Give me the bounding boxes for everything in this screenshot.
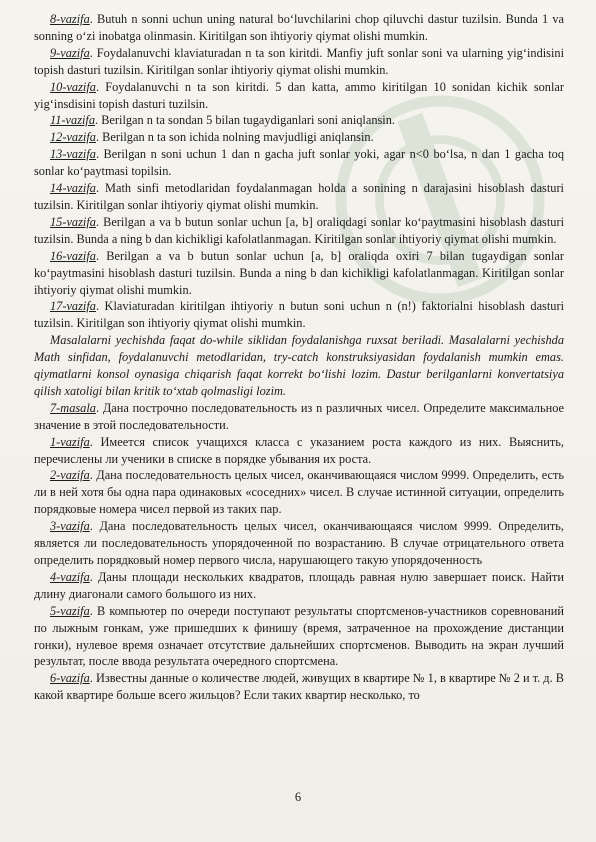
task-label: 2-vazifa (50, 468, 90, 483)
task-text: . Berilgan a va b butun sonlar uchun [a, b] oraliqdagi sonlar ko‘paytmasini hisoblash dasturi tuzilsin. Bunda a ning b dan kichikligi kafolatlanmagan. Kiritilgan sonlar ihtiyoriy qiymat olishi mumkin. (34, 214, 564, 246)
task-label: 17-vazifa (50, 299, 96, 314)
task-16 (34, 248, 564, 299)
task-15 (34, 214, 564, 248)
task-text: . Foydalanuvchi klaviaturadan n ta son kiritdi. Manfiy juft sonlar soni va ularning yig‘indisini topish dasturi tuzilsin. Kiritilgan sonlar ihtiyoriy qiymat olishi mumkin. (34, 45, 564, 77)
task-label: 13-vazifa (50, 147, 96, 162)
task-label: 12-vazifa (50, 130, 96, 145)
task-label: 6-vazifa (50, 671, 90, 686)
task-label: 16-vazifa (50, 248, 96, 263)
task-text: . Berilgan n ta son ichida nolning mavjudligi aniqlansin. (95, 130, 374, 145)
task-text: . Butuh n sonni uchun uning natural bo‘luvchilarini chop qiluvchi dastur tuzilsin. Bunda 1 va sonning o‘zi inobatga olinmasin. Kiritilgan son ihtiyoriy qiymat olishi mumkin. (34, 12, 564, 43)
ru-task-3 (34, 518, 564, 569)
ru-task-2 (34, 467, 564, 518)
task-13 (34, 146, 564, 180)
uz-task-list (34, 11, 564, 332)
ru-task-list (34, 400, 564, 704)
task-12 (34, 129, 564, 146)
task-text: . Дана последовательность целых чисел, оканчивающаяся числом 9999. Определить, есть ли в ней хотя бы одна пара одинаковых «соседних» чисел. В случае истинной ситуации, определить порядковые номера чисел первой из таких пар. (34, 468, 564, 517)
task-label: 15-vazifa (50, 214, 96, 229)
task-text: . Дана последовательность целых чисел, оканчивающаяся числом 9999. Определить, является ли последовательность упорядоченной по возрастанию. В случае отрицательного ответа определить порядковый номер первого числа, нарушающего такую упорядоченность (34, 519, 564, 567)
ru-task-6 (34, 670, 564, 704)
task-9 (34, 45, 564, 79)
task-label: 7-masala (50, 400, 96, 415)
page-number: 6 (294, 790, 302, 804)
task-text: . Math sinfi metodlaridan foydalanmagan holda a sonining n darajasini hisoblash dasturi tuzilsin. Kiritilgan sonlar ihtiyoriy qiymat olishi mumkin. (34, 181, 564, 212)
task-text: . Berilgan a va b butun sonlar uchun [a, b] oraliqda oxiri 7 bilan tugaydigan sonlar ko‘paytmasini hisoblash dasturi tuzilsin. Bunda a ning b dan kichikligi kafolatlanmagan. Kiritilgan sonlar ihtiyoriy qiymat olishi mumkin. (34, 248, 564, 297)
task-label: 3-vazifa (50, 519, 90, 534)
task-11 (34, 112, 564, 129)
task-text: . Известны данные о количестве людей, живущих в квартире № 1, в квартире № 2 и т. д. В какой квартире больше всего жильцов? Если таких квартир несколько, то (34, 671, 564, 703)
task-text: . Дана построчно последовательность из n различных чисел. Определите максимальное значение в этой последовательности. (34, 400, 564, 432)
task-text: . Foydalanuvchi n ta son kiritdi. 5 dan katta, ammo kiritilgan 10 sonidan kichik sonlar yig‘insdisini topish dasturi tuzilsin. (34, 79, 564, 111)
task-14 (34, 180, 564, 214)
constraints-note: Masalalarni yechishda faqat do-while siklidan foydalanishga ruxsat beriladi. Masalalarni yechishda Math sinfidan, foydalanuvchi metodlaridan, try-catch konstruksiyasidan foydalanish mumkin emas. qiymatlarni konsol oynasiga chiqarish faqat korrekt bo‘lishi lozim. Dastur berilganlarni konvertatsiya qilish xatoligi bilan kritik to‘xtab qolmasligi lozim. (34, 333, 564, 398)
ru-task-4 (34, 569, 564, 603)
task-label: 9-vazifa (50, 45, 90, 60)
ru-task-5 (34, 603, 564, 671)
task-label: 5-vazifa (50, 603, 90, 618)
task-label: 10-vazifa (50, 79, 96, 94)
task-8 (34, 11, 564, 45)
task-text: . Klaviaturadan kiritilgan ihtiyoriy n butun soni uchun n (n!) faktorialni hisoblash dasturi tuzilsin. Kiritilgan son ihtiyoriy qiymat olishi mumkin. (34, 299, 564, 331)
problem-7 (34, 400, 564, 434)
document-body (34, 11, 564, 704)
task-17 (34, 298, 564, 332)
task-text: . Даны площади нескольких квадратов, площадь равная нулю завершает поиск. Найти длину диагонали самого большого из них. (34, 569, 564, 601)
ru-task-1 (34, 434, 564, 468)
task-text: . Berilgan n soni uchun 1 dan n gacha juft sonlar yoki, agar n<0 bo‘lsa, n dan 1 gacha toq sonlar ko‘paytmasi topilsin. (34, 147, 564, 179)
task-label: 11-vazifa (50, 113, 96, 128)
task-label: 14-vazifa (50, 181, 96, 196)
task-text: . В компьютер по очереди поступают результаты спортсменов-участников соревнований по лыжным гонкам, уже пришедших к финишу (время, затраченное на прохождение дистанции гонки), нулевое время означает отсутствие дальнейших спортсменов. Выводить на экран лучший результат, после ввода результата очередного спортсмена. (34, 603, 564, 669)
task-label: 1-vazifa (50, 434, 90, 449)
task-label: 4-vazifa (50, 569, 90, 584)
task-label: 8-vazifa (50, 12, 90, 26)
task-text: . Имеется список учащихся класса с указанием роста каждого из них. Выяснить, перечислены ли ученики в списке в порядке убывания их роста. (34, 434, 564, 466)
task-10 (34, 79, 564, 113)
task-text: . Berilgan n ta sondan 5 bilan tugaydiganlari soni aniqlansin. (95, 113, 395, 128)
